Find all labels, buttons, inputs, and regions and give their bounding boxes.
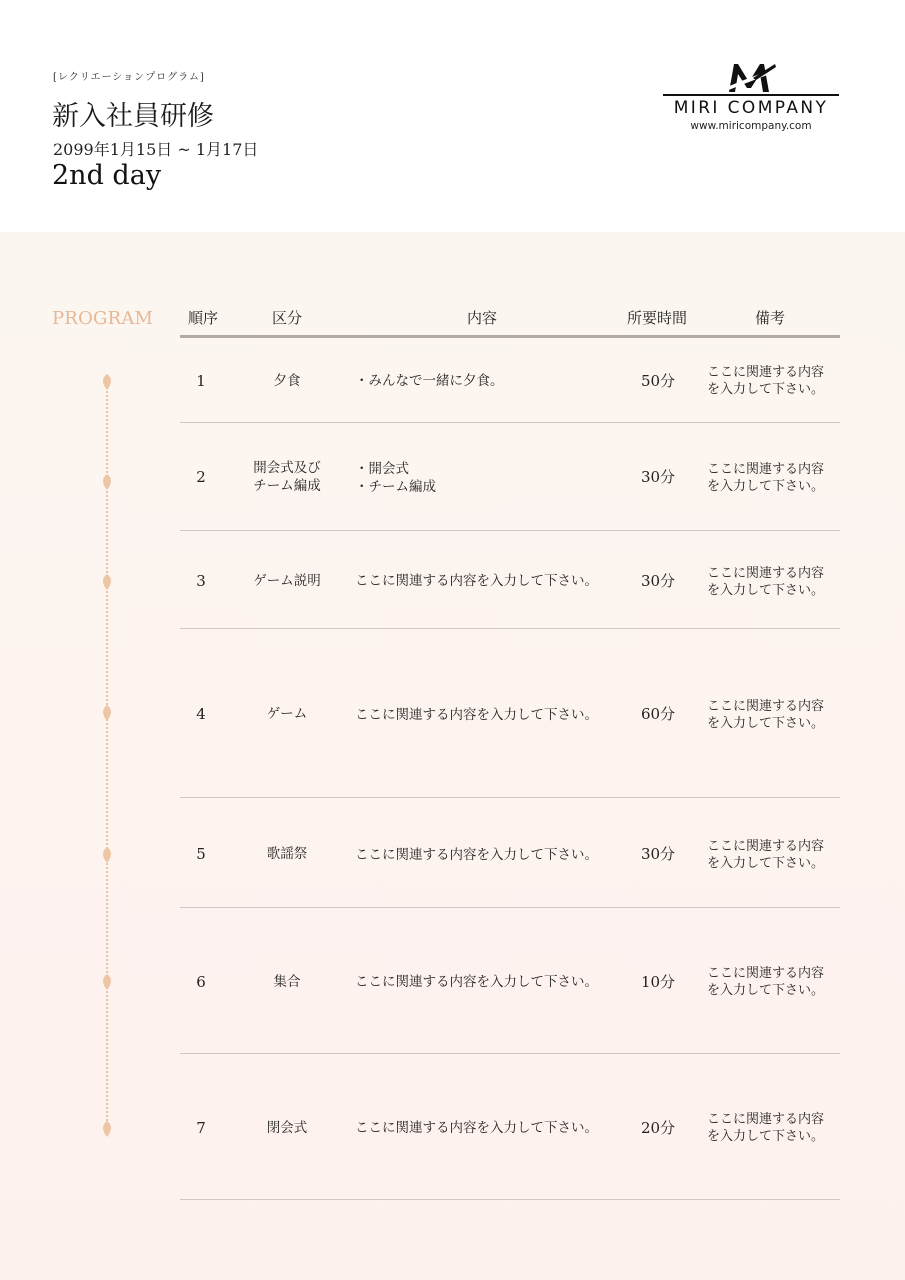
row-note [707,965,842,999]
logo-divider [663,94,839,96]
row-order: 5 [196,845,206,863]
row-time: 20分 [640,1119,676,1137]
row-time: 30分 [640,572,676,590]
timeline-marker-icon [99,974,115,990]
row-note-line: を入力して下さい。 [707,856,825,871]
row-category: 歌謡祭 [266,846,308,862]
row-order: 6 [196,973,206,991]
row-note [707,565,842,599]
row-category: 夕食 [273,373,301,389]
column-header-order: 順序 [187,309,218,327]
row-divider [180,628,840,629]
row-note [707,698,842,732]
row-note-line: ここに関連する内容 [707,365,825,380]
row-divider [180,422,840,423]
row-time: 50分 [640,372,676,390]
row-order: 1 [196,372,206,390]
day-label: 2nd day [52,160,162,191]
row-note-line: ここに関連する内容 [707,462,825,477]
company-logo [663,58,839,138]
row-content: ここに関連する内容を入力して下さい。 [355,707,598,723]
row-order: 4 [196,705,206,723]
row-time: 60分 [640,705,676,723]
row-note-line: を入力して下さい。 [707,479,825,494]
row-note-line: ここに関連する内容 [707,1112,825,1127]
row-category: 閉会式 [266,1120,308,1136]
row-order: 7 [196,1119,206,1137]
row-content: ここに関連する内容を入力して下さい。 [355,1120,598,1136]
timeline-marker-icon [99,847,115,863]
row-order: 2 [196,468,206,486]
row-divider [180,1053,840,1054]
program-tag: [レクリエーションプログラム] [53,72,205,83]
row-note-line: を入力して下さい。 [707,1129,825,1144]
row-divider [180,797,840,798]
row-divider [180,907,840,908]
company-name: MIRI COMPANY [673,98,829,118]
row-note-line: ここに関連する内容 [707,699,825,714]
row-time: 10分 [640,973,676,991]
row-content: ・みんなで一緒に夕食。 [355,373,504,389]
row-category: 集合 [273,974,301,990]
row-note-line: を入力して下さい。 [707,583,825,598]
date-range: 2099年1月15日 ~ 1月17日 [53,140,259,159]
row-content: ここに関連する内容を入力して下さい。 [355,573,598,589]
row-content-line: ・チーム編成 [355,479,436,495]
row-note [707,461,842,495]
row-note [707,364,842,398]
row-category-line: チーム編成 [253,478,321,494]
row-content: ここに関連する内容を入力して下さい。 [355,974,598,990]
column-header-time: 所要時間 [626,309,687,327]
row-note-line: を入力して下さい。 [707,983,825,998]
row-content [355,460,615,496]
row-note-line: を入力して下さい。 [707,382,825,397]
row-time: 30分 [640,845,676,863]
timeline-marker-icon [99,1121,115,1137]
column-header-notes: 備考 [754,309,785,327]
row-order: 3 [196,572,206,590]
row-category: ゲーム [266,706,308,722]
row-category [232,459,342,495]
row-time: 30分 [640,468,676,486]
header-divider [180,335,840,338]
timeline-marker-icon [99,705,115,721]
row-divider [180,530,840,531]
row-note [707,1111,842,1145]
row-note-line: ここに関連する内容 [707,839,825,854]
row-divider [180,1199,840,1200]
program-label: PROGRAM [52,308,154,329]
row-category: ゲーム説明 [253,573,321,589]
row-content-line: ・開会式 [355,461,409,477]
timeline-marker-icon [99,474,115,490]
column-header-category: 区分 [271,309,302,327]
column-header-content: 内容 [466,309,497,327]
row-note-line: ここに関連する内容 [707,966,825,981]
page-title: 新入社員研修 [52,101,214,132]
row-category-line: 開会式及び [253,460,321,476]
header [0,0,905,232]
row-note-line: を入力して下さい。 [707,716,825,731]
timeline-marker-icon [99,374,115,390]
row-note-line: ここに関連する内容 [707,566,825,581]
timeline-line [106,383,108,1133]
row-content: ここに関連する内容を入力して下さい。 [355,847,598,863]
timeline-marker-icon [99,574,115,590]
company-url: www.miricompany.com [690,120,812,132]
logo-mark-icon [723,58,779,94]
row-note [707,838,842,872]
